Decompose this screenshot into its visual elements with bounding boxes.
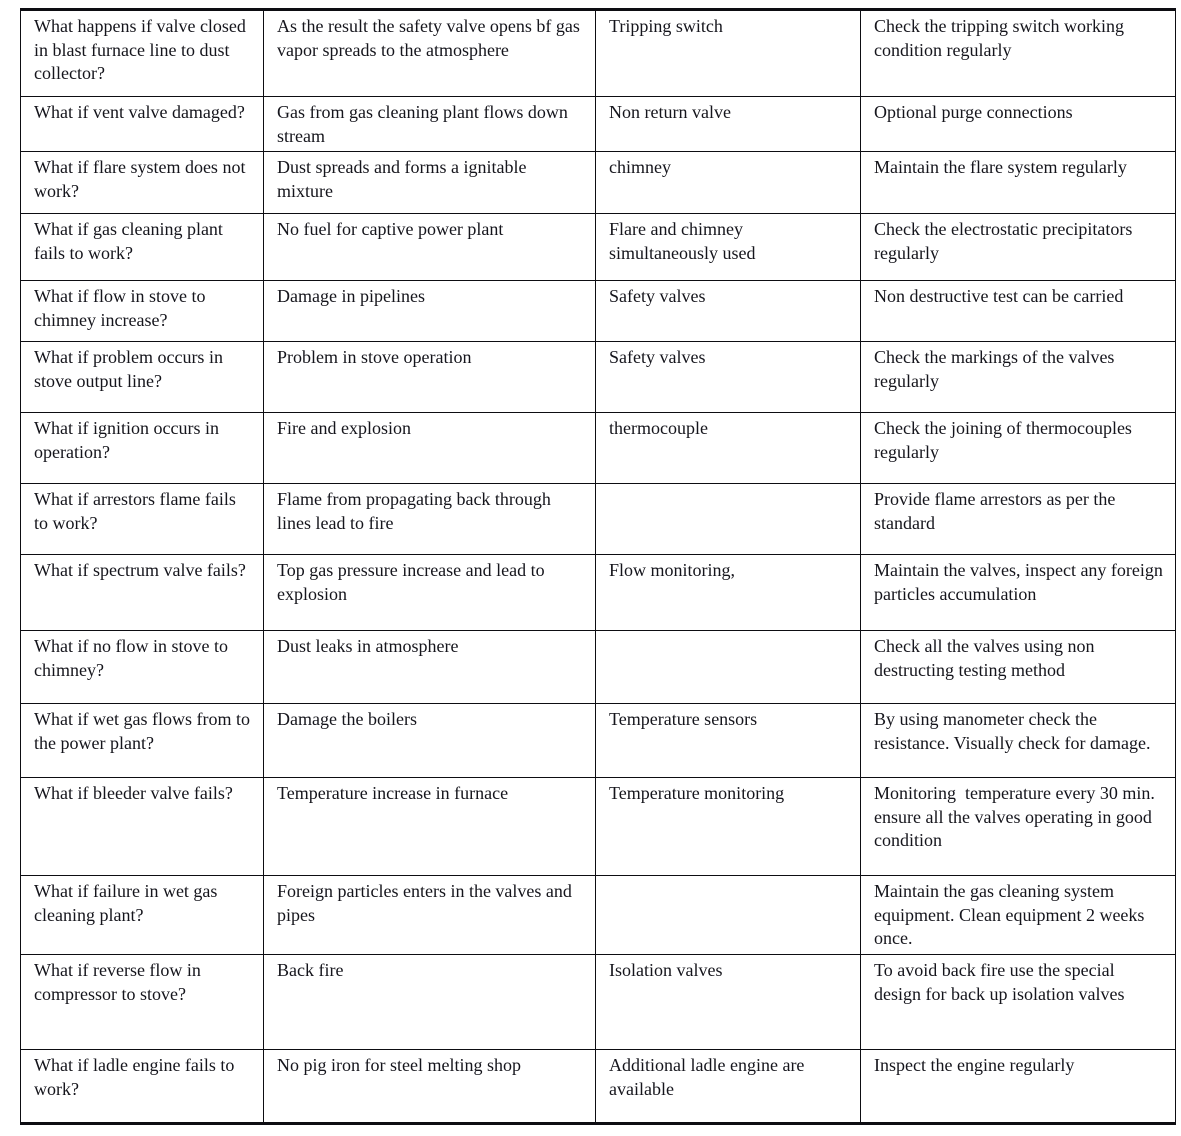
table-row [21, 281, 1176, 342]
table-cell: No pig iron for steel melting shop [264, 1050, 596, 1124]
table-cell: Dust leaks in atmosphere [264, 631, 596, 704]
table-cell: Maintain the gas cleaning system equipment. Clean equipment 2 weeks once. [861, 876, 1176, 955]
table-cell: Damage the boilers [264, 704, 596, 778]
table-row [21, 152, 1176, 214]
table-cell: What if failure in wet gas cleaning plant? [21, 876, 264, 955]
table-cell: What if spectrum valve fails? [21, 555, 264, 631]
table-cell: What if vent valve damaged? [21, 97, 264, 152]
table-cell: thermocouple [596, 413, 861, 484]
table-cell: Check the tripping switch working condition regularly [861, 10, 1176, 97]
table-row [21, 214, 1176, 281]
table-cell: What if arrestors flame fails to work? [21, 484, 264, 555]
table-row [21, 955, 1176, 1050]
table-cell: Tripping switch [596, 10, 861, 97]
table-cell: Non destructive test can be carried [861, 281, 1176, 342]
table-cell: Check the markings of the valves regularly [861, 342, 1176, 413]
table-cell: What happens if valve closed in blast furnace line to dust collector? [21, 10, 264, 97]
table-cell: What if ignition occurs in operation? [21, 413, 264, 484]
table-row [21, 876, 1176, 955]
table-row [21, 778, 1176, 876]
table-cell: Temperature monitoring [596, 778, 861, 876]
table-body [21, 10, 1176, 1124]
table-cell: What if reverse flow in compressor to stove? [21, 955, 264, 1050]
table-cell: Safety valves [596, 281, 861, 342]
table-cell: What if bleeder valve fails? [21, 778, 264, 876]
table-cell: Top gas pressure increase and lead to explosion [264, 555, 596, 631]
table-cell: Check all the valves using non destructing testing method [861, 631, 1176, 704]
table-cell: What if problem occurs in stove output line? [21, 342, 264, 413]
table-cell: Inspect the engine regularly [861, 1050, 1176, 1124]
table-cell: Check the joining of thermocouples regularly [861, 413, 1176, 484]
table-cell: Additional ladle engine are available [596, 1050, 861, 1124]
table-cell: Fire and explosion [264, 413, 596, 484]
table-cell: Optional purge connections [861, 97, 1176, 152]
whatif-analysis-table [20, 8, 1176, 1125]
table-cell: Non return valve [596, 97, 861, 152]
table-cell: What if wet gas flows from to the power plant? [21, 704, 264, 778]
table-cell: What if flow in stove to chimney increase? [21, 281, 264, 342]
table-cell [596, 631, 861, 704]
table-cell: Flow monitoring, [596, 555, 861, 631]
table-cell: Flare and chimney simultaneously used [596, 214, 861, 281]
table-row [21, 631, 1176, 704]
table-cell: Maintain the valves, inspect any foreign particles accumulation [861, 555, 1176, 631]
table-cell: Monitoring temperature every 30 min. ensure all the valves operating in good condition [861, 778, 1176, 876]
table-row [21, 555, 1176, 631]
table-row [21, 10, 1176, 97]
table-cell: Flame from propagating back through lines lead to fire [264, 484, 596, 555]
table-cell: Safety valves [596, 342, 861, 413]
table-cell: Temperature increase in furnace [264, 778, 596, 876]
table-cell: Provide flame arrestors as per the standard [861, 484, 1176, 555]
table-cell: Back fire [264, 955, 596, 1050]
table-cell: By using manometer check the resistance. Visually check for damage. [861, 704, 1176, 778]
table-cell: Check the electrostatic precipitators regularly [861, 214, 1176, 281]
table-row [21, 97, 1176, 152]
table-cell: Foreign particles enters in the valves and pipes [264, 876, 596, 955]
table-row [21, 413, 1176, 484]
table-cell: Isolation valves [596, 955, 861, 1050]
table-cell: What if ladle engine fails to work? [21, 1050, 264, 1124]
table-row [21, 342, 1176, 413]
table-cell: Gas from gas cleaning plant flows down stream [264, 97, 596, 152]
table-cell: What if gas cleaning plant fails to work? [21, 214, 264, 281]
table-cell: Maintain the flare system regularly [861, 152, 1176, 214]
table-row [21, 704, 1176, 778]
table-cell: To avoid back fire use the special design for back up isolation valves [861, 955, 1176, 1050]
table-cell: As the result the safety valve opens bf gas vapor spreads to the atmosphere [264, 10, 596, 97]
table-cell: chimney [596, 152, 861, 214]
table-cell: Dust spreads and forms a ignitable mixture [264, 152, 596, 214]
table-cell [596, 876, 861, 955]
table-row [21, 484, 1176, 555]
table-cell: Problem in stove operation [264, 342, 596, 413]
table-cell: What if flare system does not work? [21, 152, 264, 214]
table-cell: Temperature sensors [596, 704, 861, 778]
table-cell: No fuel for captive power plant [264, 214, 596, 281]
table-cell: What if no flow in stove to chimney? [21, 631, 264, 704]
table-row [21, 1050, 1176, 1124]
table-cell [596, 484, 861, 555]
table-cell: Damage in pipelines [264, 281, 596, 342]
